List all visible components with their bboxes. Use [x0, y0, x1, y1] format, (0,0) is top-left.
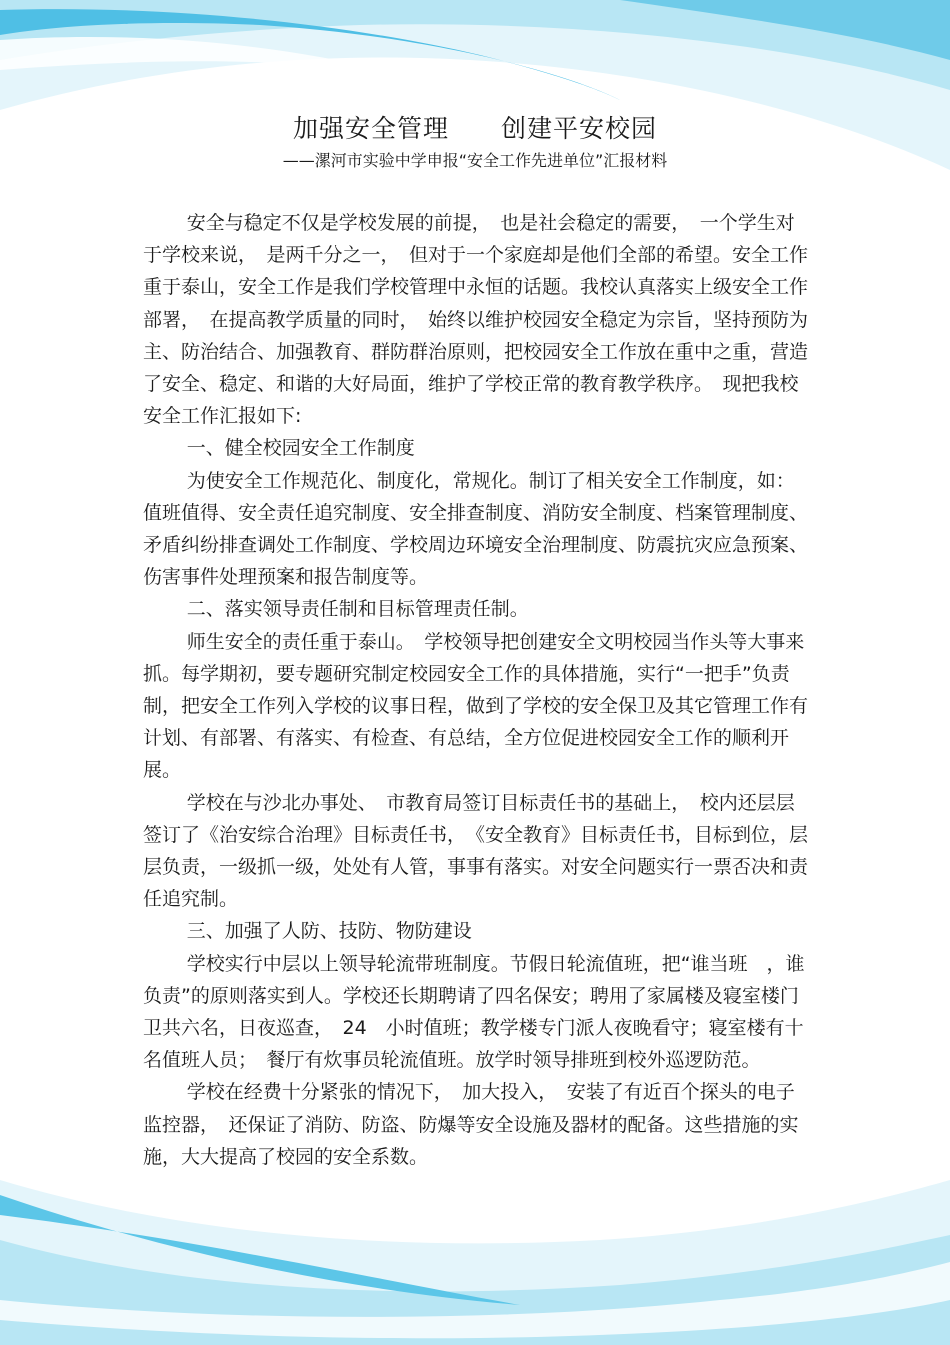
paragraph-section-2b: 学校在与沙北办事处、 市教育局签订目标责任书的基础上， 校内还层层签订了《治安综合治理》目标责任书， 《安全教育》目标责任书，目标到位，层层负责，一级抓一级，处处有人管，事事有落实。对安全问题实行一票否决和责任追究制。 [143, 791, 809, 911]
section-heading-2: 二、落实领导责任制和目标管理责任制。 [186, 598, 529, 621]
document-subtitle: ——漯河市实验中学申报“安全工作先进单位”汇报材料 [282, 151, 668, 170]
paragraph-section-1: 为使安全工作规范化、制度化，常规化。制订了相关安全工作制度，如：值班值得、安全责任追究制度、安全排查制度、消防安全制度、档案管理制度、矛盾纠纷排查调处工作制度、学校周边环境安全治理制度、防震抗灾应急预案、伤害事件处理预案和报告制度等。 [143, 469, 809, 589]
title-part-2: 创建平安校园 [501, 114, 658, 143]
document-title [0, 112, 950, 146]
section-heading-3: 三、加强了人防、技防、物防建设 [186, 920, 472, 943]
section-heading-1: 一、健全校园安全工作制度 [186, 437, 415, 460]
title-part-1: 加强安全管理 [292, 114, 449, 143]
paragraph-section-3b: 学校在经费十分紧张的情况下， 加大投入， 安装了有近百个探头的电子监控器， 还保证了消防、防盗、防爆等安全设施及器材的配备。这些措施的实施，大大提高了校园的安全系数。 [143, 1081, 799, 1168]
paragraph-section-2a: 师生安全的责任重于泰山。 学校领导把创建安全文明校园当作头等大事来抓。每学期初，要专题研究制定校园安全工作的具体措施，实行“一把手”负责制，把安全工作列入学校的议事日程，做到了学校的安全保卫及其它管理工作有计划、有部署、有落实、有检查、有总结，全方位促进校园安全工作的顺利开展。 [143, 630, 809, 782]
paragraph-section-3a: 学校实行中层以上领导轮流带班制度。节假日轮流值班，把“谁当班 ，谁负责”的原则落实到人。学校还长期聘请了四名保安；聘用了家属楼及寝室楼门卫共六名，日夜巡查， 24 小时值班；教学楼专门派人夜晚看守；寝室楼有十名值班人员； 餐厅有炊事员轮流值班。放学时领导排班到校外巡逻防范。 [143, 952, 805, 1072]
document-body [143, 207, 813, 1173]
paragraph-intro: 安全与稳定不仅是学校发展的前提， 也是社会稳定的需要， 一个学生对于学校来说， 是两千分之一， 但对于一个家庭却是他们全部的希望。安全工作重于泰山，安全工作是我们学校管理中永恒的话题。我校认真落实上级安全工作部署， 在提高教学质量的同时， 始终以维护校园安全稳定为宗旨，坚持预防为主、防治结合、加强教育、群防群治原则，把校园安全工作放在重中之重，营造了安全、稳定、和谐的大好局面，维护了学校正常的教育教学秩序。 现把我校安全工作汇报如下: [143, 212, 809, 428]
